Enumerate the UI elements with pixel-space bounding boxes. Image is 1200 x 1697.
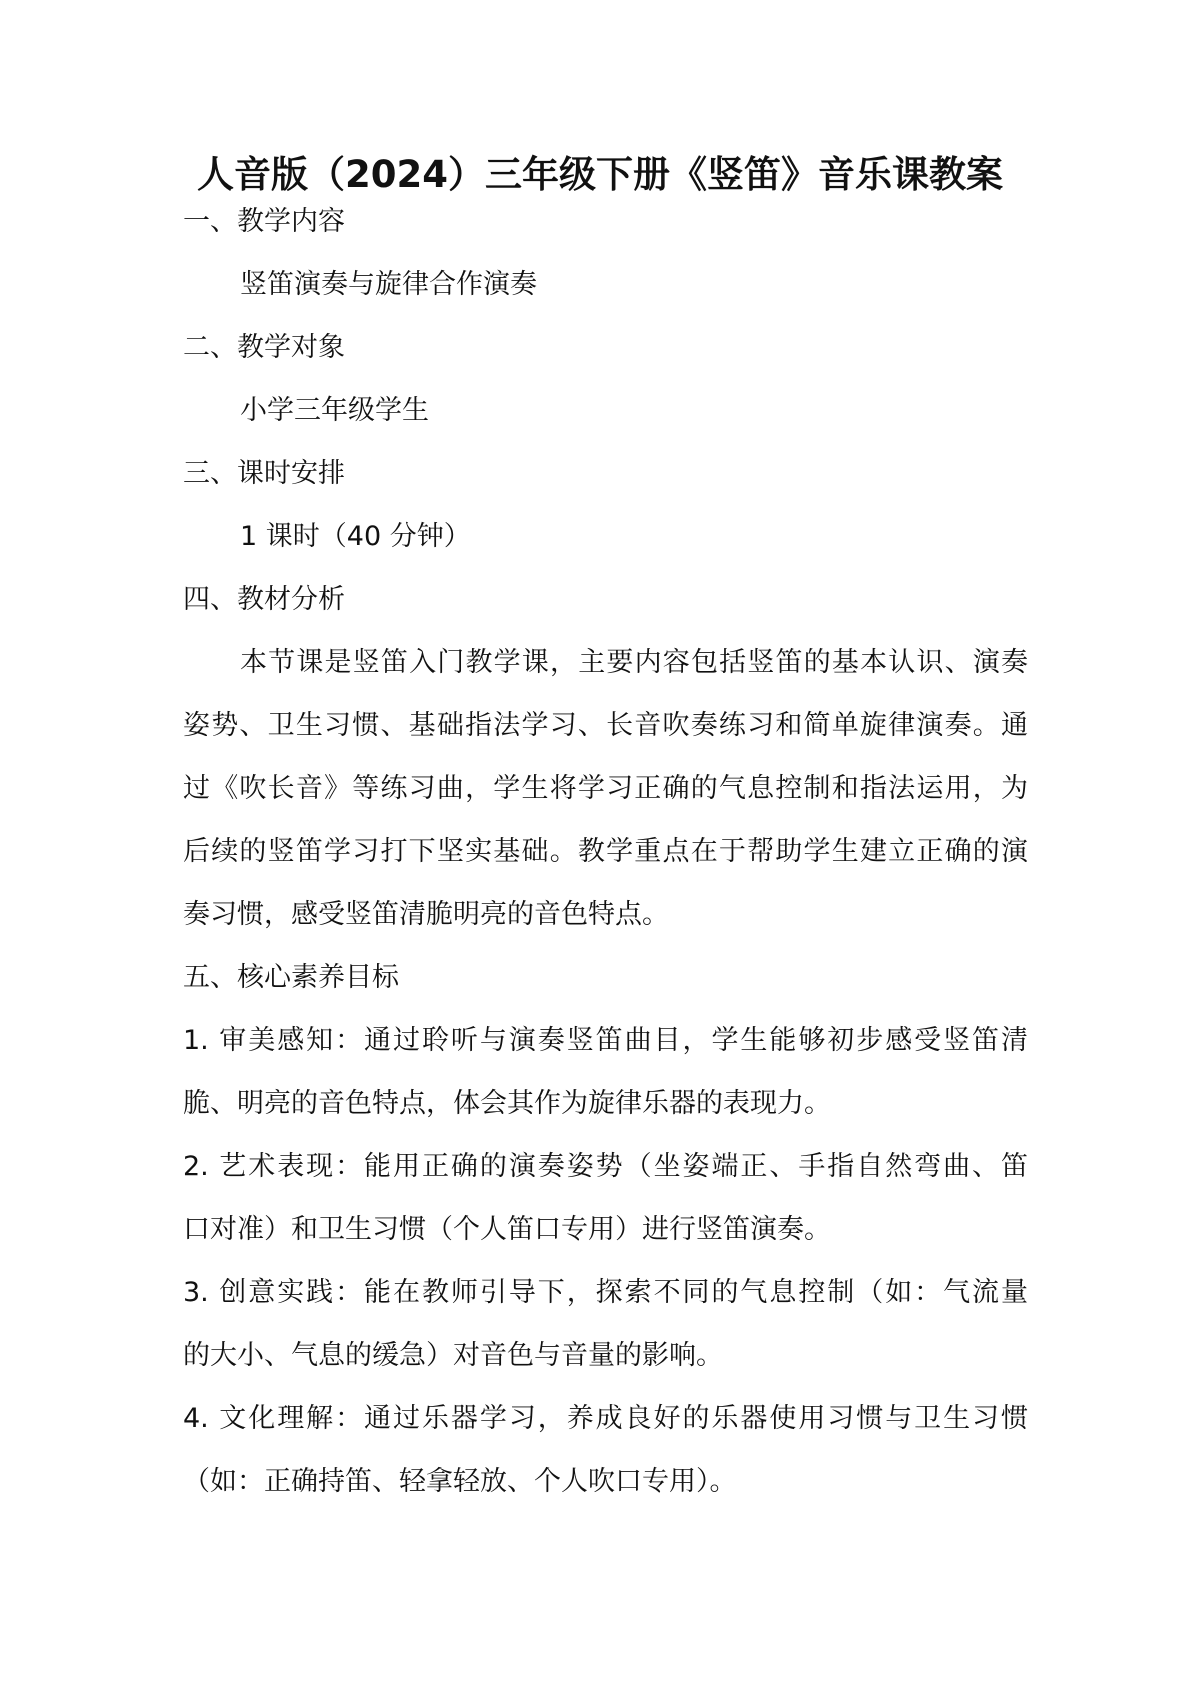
section-heading-teaching-target: 二、教学对象 xyxy=(183,332,345,363)
section-body-teaching-content: 竖笛演奏与旋律合作演奏 xyxy=(240,269,537,300)
goal-item-line: 的大小、气息的缓急）对音色与音量的影响。 xyxy=(183,1340,723,1371)
section-heading-schedule: 三、课时安排 xyxy=(183,458,345,489)
paragraph-line: 奏习惯，感受竖笛清脆明亮的音色特点。 xyxy=(183,899,669,930)
section-heading-core-literacy: 五、核心素养目标 xyxy=(183,962,399,993)
goal-item-line: 2. 艺术表现：能用正确的演奏姿势（坐姿端正、手指自然弯曲、笛 xyxy=(183,1151,1028,1182)
section-heading-teaching-content: 一、教学内容 xyxy=(183,206,345,237)
goal-item-line: 3. 创意实践：能在教师引导下，探索不同的气息控制（如：气流量 xyxy=(183,1277,1028,1308)
goal-item-line: 口对准）和卫生习惯（个人笛口专用）进行竖笛演奏。 xyxy=(183,1214,831,1245)
paragraph-line: 过《吹长音》等练习曲，学生将学习正确的气息控制和指法运用，为 xyxy=(183,773,1028,804)
goal-item-line: 脆、明亮的音色特点，体会其作为旋律乐器的表现力。 xyxy=(183,1088,831,1119)
section-heading-material-analysis: 四、教材分析 xyxy=(183,584,345,615)
goal-item-line: 4. 文化理解：通过乐器学习，养成良好的乐器使用习惯与卫生习惯 xyxy=(183,1403,1028,1434)
section-body-schedule: 1 课时（40 分钟） xyxy=(240,521,471,552)
paragraph-line: 姿势、卫生习惯、基础指法学习、长音吹奏练习和简单旋律演奏。通 xyxy=(183,710,1028,741)
document-title: 人音版（2024）三年级下册《竖笛》音乐课教案 xyxy=(197,153,1003,196)
paragraph-line: 后续的竖笛学习打下坚实基础。教学重点在于帮助学生建立正确的演 xyxy=(183,836,1028,867)
goal-item-line: （如：正确持笛、轻拿轻放、个人吹口专用）。 xyxy=(183,1466,737,1497)
paragraph-line: 本节课是竖笛入门教学课，主要内容包括竖笛的基本认识、演奏 xyxy=(240,647,1028,678)
section-body-teaching-target: 小学三年级学生 xyxy=(240,395,429,426)
goal-item-line: 1. 审美感知：通过聆听与演奏竖笛曲目，学生能够初步感受竖笛清 xyxy=(183,1025,1028,1056)
